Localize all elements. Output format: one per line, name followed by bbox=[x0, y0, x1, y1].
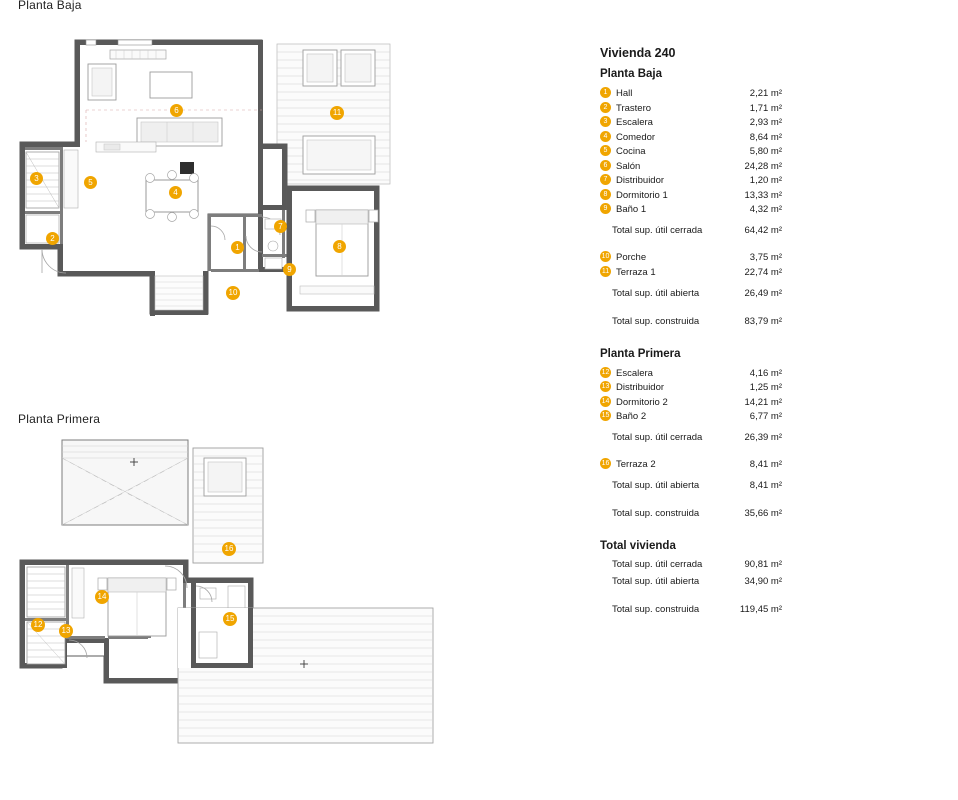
legend-room-name: Baño 1 bbox=[616, 204, 647, 215]
plan-badge-8: 8 bbox=[333, 240, 346, 253]
legend-number: 7 bbox=[600, 174, 611, 185]
legend-row bbox=[600, 87, 930, 100]
legend-room-name: Cocina bbox=[616, 146, 646, 157]
legend-total-label: Total sup. construida bbox=[612, 315, 700, 327]
legend-total-row bbox=[600, 604, 930, 618]
legend-room-area: 1,25 m² bbox=[749, 382, 782, 393]
legend-total-label: Total sup. útil abierta bbox=[612, 576, 700, 587]
plan-badge-16: 16 bbox=[222, 542, 236, 556]
legend-room-name: Terraza 1 bbox=[616, 266, 656, 278]
plan-badge-1: 1 bbox=[231, 241, 244, 254]
legend-room-name: Baño 2 bbox=[616, 411, 647, 422]
legend-row bbox=[600, 189, 930, 202]
legend-total-value: 34,90 m² bbox=[744, 576, 782, 587]
legend-row bbox=[600, 203, 930, 216]
legend-row bbox=[600, 410, 930, 423]
first-floor-drawing bbox=[0, 428, 560, 768]
legend-total-label: Total sup. útil cerrada bbox=[612, 225, 703, 236]
first-floor-title: Planta Primera bbox=[18, 412, 101, 426]
legend-number: 14 bbox=[601, 397, 610, 405]
legend-number: 16 bbox=[601, 460, 610, 467]
legend-row bbox=[600, 266, 930, 279]
legend-row bbox=[600, 116, 930, 129]
legend-total-value: 26,39 m² bbox=[744, 432, 782, 443]
legend-room-area: 5,80 m² bbox=[749, 146, 782, 157]
first-floor-plan bbox=[0, 428, 560, 768]
plan-badge-3: 3 bbox=[30, 172, 43, 185]
plan-badge-4: 4 bbox=[169, 186, 182, 199]
legend-room-name: Comedor bbox=[616, 131, 656, 143]
legend-row bbox=[600, 131, 930, 144]
legend-number: 2 bbox=[600, 102, 611, 113]
legend-total-label: Total sup. útil cerrada bbox=[612, 559, 703, 570]
legend-total-label: Total sup. útil abierta bbox=[612, 287, 700, 299]
legend-row bbox=[600, 102, 930, 115]
plan-badge-12: 12 bbox=[31, 618, 45, 632]
roof-area bbox=[62, 440, 188, 525]
porch-area bbox=[155, 276, 203, 310]
plan-badge-9: 9 bbox=[283, 263, 296, 276]
legend-room-name: Dormitorio 1 bbox=[616, 189, 668, 201]
legend-room-name: Hall bbox=[616, 88, 633, 99]
legend-room-area: 24,28 m² bbox=[744, 160, 782, 172]
plan-badge-11: 11 bbox=[330, 106, 344, 120]
plan-badge-13: 13 bbox=[59, 624, 73, 638]
legend-row bbox=[600, 160, 930, 173]
legend-room-area: 14,21 m² bbox=[744, 396, 782, 408]
legend-total-value: 35,66 m² bbox=[744, 508, 782, 519]
ground-floor-plan bbox=[0, 14, 560, 344]
ground-floor-title: Planta Baja bbox=[18, 0, 82, 12]
legend-number: 5 bbox=[600, 145, 611, 156]
legend-room-area: 2,93 m² bbox=[749, 117, 782, 128]
plan-badge-14: 14 bbox=[95, 590, 109, 604]
legend-room-area: 3,75 m² bbox=[749, 252, 782, 263]
legend-row bbox=[600, 251, 930, 264]
legend-room-name: Escalera bbox=[616, 367, 653, 379]
legend-room-area: 8,41 m² bbox=[749, 459, 782, 470]
legend-total-label: Total sup. útil cerrada bbox=[612, 432, 703, 443]
legend-total-label: Total sup. construida bbox=[612, 604, 700, 615]
legend-room-area: 6,77 m² bbox=[749, 411, 782, 422]
legend-row bbox=[600, 174, 930, 187]
legend-first-heading: Planta Primera bbox=[600, 347, 681, 360]
legend-number: 6 bbox=[600, 160, 611, 171]
legend-number: 10 bbox=[601, 253, 610, 260]
legend-number: 13 bbox=[601, 383, 610, 390]
legend-total-label: Total sup. útil abierta bbox=[612, 480, 700, 491]
legend-row bbox=[600, 396, 930, 409]
legend-total-row bbox=[600, 225, 930, 239]
legend-total-value: 90,81 m² bbox=[744, 559, 782, 570]
legend-total-value: 26,49 m² bbox=[744, 287, 782, 299]
legend-room-area: 1,71 m² bbox=[749, 102, 782, 114]
legend-total-row bbox=[600, 316, 930, 330]
windows bbox=[86, 40, 152, 45]
lower-terrace-deck bbox=[178, 608, 433, 743]
plan-badge-7: 7 bbox=[274, 220, 287, 233]
legend-number: 3 bbox=[600, 116, 611, 127]
legend-total-row bbox=[600, 480, 930, 494]
legend-number: 8 bbox=[600, 189, 611, 200]
plan-badge-2: 2 bbox=[46, 232, 59, 245]
legend-number: 1 bbox=[600, 87, 611, 98]
legend-room-area: 4,32 m² bbox=[749, 204, 782, 215]
legend-number: 12 bbox=[601, 368, 610, 376]
legend-room-name: Salón bbox=[616, 160, 641, 172]
legend-room-name: Porche bbox=[616, 252, 647, 263]
plan-badge-15: 15 bbox=[223, 612, 237, 626]
legend-total-label: Total sup. construida bbox=[612, 508, 700, 519]
legend-total-row bbox=[600, 432, 930, 446]
legend-row bbox=[600, 458, 930, 471]
legend-room-name: Escalera bbox=[616, 117, 653, 128]
legend-total-row bbox=[600, 559, 930, 573]
legend-room-area: 4,16 m² bbox=[749, 367, 782, 379]
legend-title: Vivienda 240 bbox=[600, 46, 676, 60]
legend-total-value: 83,79 m² bbox=[744, 315, 782, 327]
legend-row bbox=[600, 145, 930, 158]
plan-badge-10: 10 bbox=[226, 286, 240, 300]
legend-room-area: 2,21 m² bbox=[749, 88, 782, 99]
legend-row bbox=[600, 367, 930, 380]
watermark-text bbox=[540, 640, 940, 700]
legend-room-name: Trastero bbox=[616, 102, 652, 114]
legend-total-value: 8,41 m² bbox=[749, 480, 782, 491]
plan-badge-5: 5 bbox=[84, 176, 97, 189]
legend-ground-heading: Planta Baja bbox=[600, 68, 662, 80]
legend-number: 9 bbox=[600, 203, 611, 214]
legend-room-area: 1,20 m² bbox=[749, 175, 782, 186]
legend-room-area: 22,74 m² bbox=[744, 266, 782, 278]
legend-room-area: 13,33 m² bbox=[744, 189, 782, 201]
legend-total-value: 119,45 m² bbox=[739, 604, 782, 615]
legend-total-heading: Total vivienda bbox=[600, 540, 676, 552]
plan-badge-6: 6 bbox=[170, 104, 183, 117]
legend-room-name: Distribuidor bbox=[616, 175, 665, 186]
legend-room-name: Distribuidor bbox=[616, 382, 665, 393]
stairs-first bbox=[27, 567, 65, 664]
legend-total-row bbox=[600, 508, 930, 522]
legend-number: 15 bbox=[601, 412, 610, 419]
legend-room-area: 8,64 m² bbox=[749, 131, 782, 143]
legend-total-value: 64,42 m² bbox=[744, 225, 782, 236]
legend-room-name: Terraza 2 bbox=[616, 459, 656, 470]
legend-row bbox=[600, 381, 930, 394]
legend-panel bbox=[600, 46, 930, 621]
legend-room-name: Dormitorio 2 bbox=[616, 396, 668, 408]
legend-number: 4 bbox=[600, 131, 611, 142]
legend-number: 11 bbox=[601, 267, 610, 275]
legend-total-row bbox=[600, 288, 930, 302]
legend-total-row bbox=[600, 576, 930, 590]
